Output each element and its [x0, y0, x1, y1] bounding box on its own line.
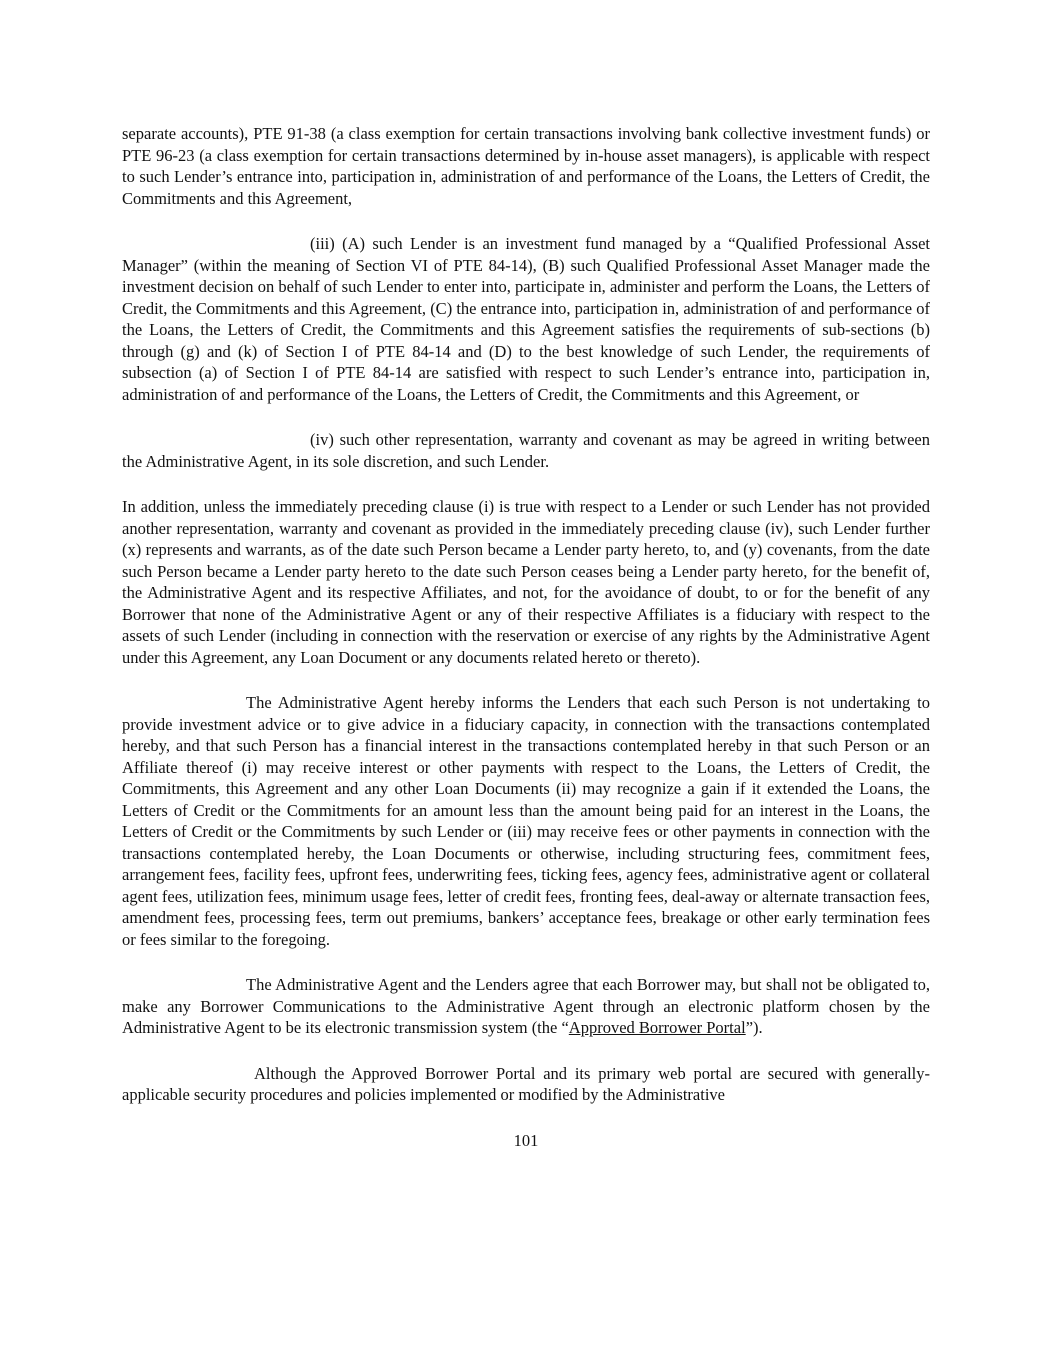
portal-paragraph-text: The Administrative Agent and the Lenders agree that each Borrower may, but shall not be obligated to, make any Borrower Communications to the Administrative Agent through an electronic platform chosen by the Administrative Agent to be its electronic transmission system (the “	[122, 975, 930, 1037]
paragraph-clause-iii: (iii) (A) such Lender is an investment fund managed by a “Qualified Professional Asset Manager” (within the meaning of Section VI of PTE 84-14), (B) such Qualified Professional Asset Manager made the investment decision on behalf of such Lender to enter into, participate in, administer and perform the Loans, the Letters of Credit, the Commitments and this Agreement, (C) the entrance into, participation in, administration of and performance of the Loans, the Letters of Credit, the Commitments and this Agreement satisfies the requirements of sub-sections (b) through (g) and (k) of Section I of PTE 84-14 and (D) to the best knowledge of such Lender, the requirements of subsection (a) of Section I of PTE 84-14 are satisfied with respect to such Lender’s entrance into, participation in, administration of and performance of the Loans, the Letters of Credit, the Commitments and this Agreement, or	[122, 234, 930, 404]
page-number: 101	[513, 1130, 539, 1150]
paragraph-clause-iv: (iv) such other representation, warranty and covenant as may be agreed in writing between the Administrative Agent, in its sole discretion, and such Lender.	[122, 430, 930, 471]
paragraph-portal-security: Although the Approved Borrower Portal and its primary web portal are secured with generally-applicable security procedures and policies implemented or modified by the Administrative	[122, 1063, 930, 1104]
paragraph-agent-informs-lenders: The Administrative Agent hereby informs the Lenders that each such Person is not undertaking to provide investment advice or to give advice in a fiduciary capacity, in connection with the transactions contemplated hereby, and that such Person has a financial interest in the transactions contemplated hereby in that such Person or an Affiliate thereof (i) may receive interest or other payments with respect to the Loans, the Letters of Credit, the Commitments, this Agreement and any other Loan Documents (ii) may recognize a gain if it extended the Loans, the Letters of Credit or the Commitments for an amount less than the amount being paid for an interest in the Loans, the Letters of Credit or the Commitments by such Lender or (iii) may receive fees or other payments in connection with the transactions contemplated hereby, the Loan Documents or otherwise, including structuring fees, commitment fees, arrangement fees, facility fees, upfront fees, underwriting fees, ticking fees, agency fees, administrative agent or collateral agent fees, utilization fees, minimum usage fees, letter of credit fees, fronting fees, deal-away or alternate transaction fees, amendment fees, processing fees, term out premiums, bankers’ acceptance fees, breakage or other early termination fees or fees similar to the foregoing.	[122, 693, 930, 949]
portal-paragraph-closing: ”).	[745, 1018, 763, 1037]
paragraph-approved-borrower-portal	[122, 974, 930, 1039]
defined-term-approved-borrower-portal: Approved Borrower Portal	[568, 1018, 746, 1037]
paragraph-pte-exemptions-continuation: separate accounts), PTE 91-38 (a class exemption for certain transactions involving bank collective investment funds) or PTE 96-23 (a class exemption for certain transactions determined by in-house asset managers), is applicable with respect to such Lender’s entrance into, participation in, administration of and performance of the Loans, the Letters of Credit, the Commitments and this Agreement,	[122, 124, 930, 208]
paragraph-in-addition: In addition, unless the immediately preceding clause (i) is true with respect to a Lender or such Lender has not provided another representation, warranty and covenant as provided in the immediately preceding clause (iv), such Lender further (x) represents and warrants, as of the date such Person became a Lender party hereto, to, and (y) covenants, from the date such Person became a Lender party hereto to the date such Person ceases being a Lender party hereto, for the benefit of, the Administrative Agent and its respective Affiliates, and not, for the avoidance of doubt, to or for the benefit of any Borrower that none of the Administrative Agent or any of their respective Affiliates is a fiduciary with respect to the assets of such Lender (including in connection with the reservation or exercise of any rights by the Administrative Agent under this Agreement, any Loan Document or any documents related hereto or thereto).	[122, 497, 930, 667]
